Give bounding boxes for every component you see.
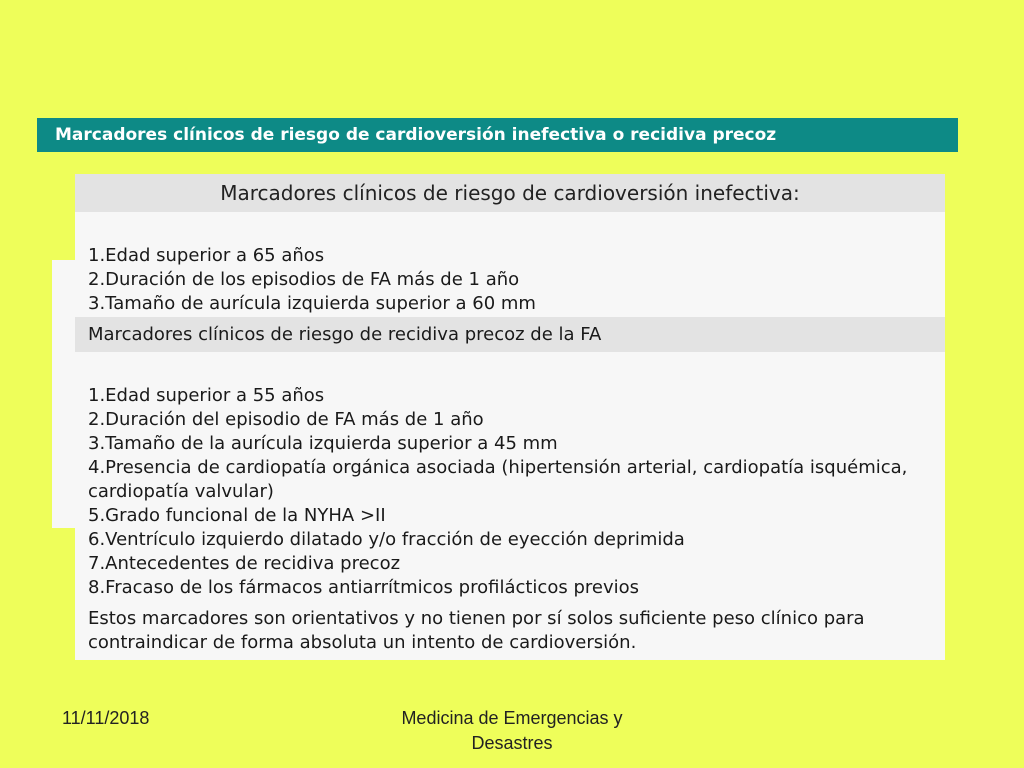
list-item: 3.Tamaño de la aurícula izquierda superior a 45 mm bbox=[88, 433, 558, 454]
section-header-recidiva: Marcadores clínicos de riesgo de recidiva precoz de la FA bbox=[75, 317, 945, 352]
list-item: 2.Duración del episodio de FA más de 1 año bbox=[88, 409, 484, 430]
recidiva-markers-list bbox=[88, 384, 908, 600]
footer-title bbox=[362, 706, 662, 756]
list-item: 1.Edad superior a 65 años bbox=[88, 245, 325, 266]
content-card bbox=[75, 174, 945, 660]
cardioversion-markers-list bbox=[88, 244, 536, 316]
list-item: 8.Fracaso de los fármacos antiarrítmicos profilácticos previos bbox=[88, 577, 639, 598]
footer-title-line-2: Desastres bbox=[471, 733, 553, 753]
footnote: Estos marcadores son orientativos y no tienen por sí solos suficiente peso clínico para contraindicar de forma absoluta un intento de cardioversión. bbox=[88, 608, 865, 653]
slide-title-bar bbox=[37, 118, 958, 152]
list-item: 3.Tamaño de aurícula izquierda superior a 60 mm bbox=[88, 293, 536, 314]
card-header: Marcadores clínicos de riesgo de cardioversión inefectiva: bbox=[75, 174, 945, 212]
list-item: 7.Antecedentes de recidiva precoz bbox=[88, 553, 401, 574]
footer-date: 11/11/2018 bbox=[62, 708, 150, 728]
list-item: 5.Grado funcional de la NYHA >II bbox=[88, 505, 386, 526]
list-item: 1.Edad superior a 55 años bbox=[88, 385, 325, 406]
list-item: 4.Presencia de cardiopatía orgánica asociada (hipertensión arterial, cardiopatía isquémica, cardiopatía valvular) bbox=[88, 457, 908, 502]
footer-title-line-1: Medicina de Emergencias y bbox=[401, 708, 623, 728]
list-item: 2.Duración de los episodios de FA más de 1 año bbox=[88, 269, 520, 290]
slide-title: Marcadores clínicos de riesgo de cardioversión inefectiva o recidiva precoz bbox=[55, 125, 777, 145]
list-item: 6.Ventrículo izquierdo dilatado y/o fracción de eyección deprimida bbox=[88, 529, 685, 550]
